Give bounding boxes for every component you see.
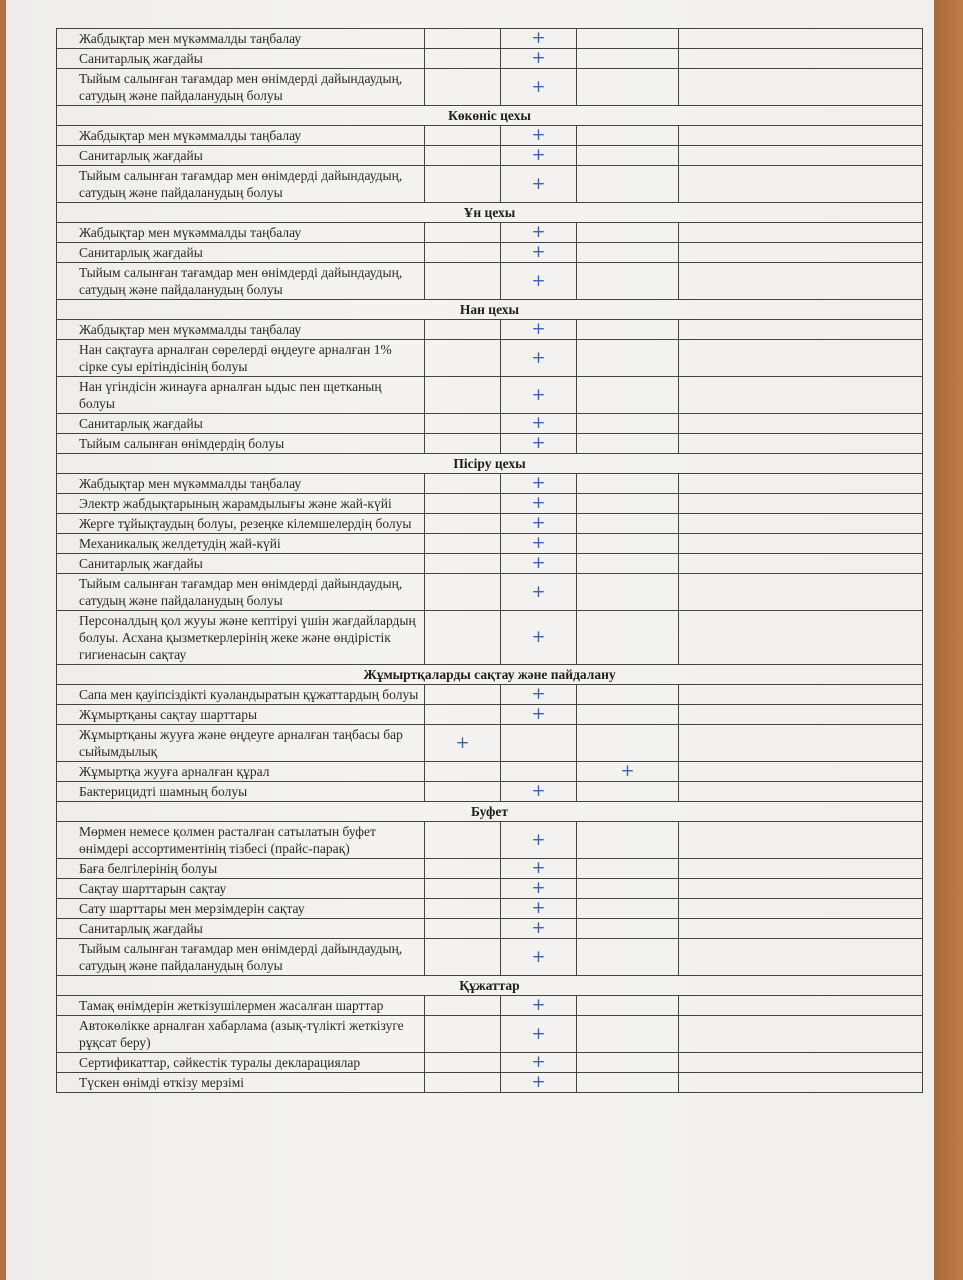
mark-cell-3	[577, 69, 679, 106]
criterion-text: Тыйым салынған өнімдердің болуы	[57, 434, 425, 454]
mark-cell-3	[577, 822, 679, 859]
section-header-row	[57, 802, 923, 822]
mark-cell-1	[425, 377, 501, 414]
table-row	[57, 574, 923, 611]
table-row	[57, 899, 923, 919]
mark-cell-3	[577, 611, 679, 665]
mark-cell-1	[425, 494, 501, 514]
mark-cell-4	[679, 29, 923, 49]
mark-cell-3	[577, 223, 679, 243]
mark-cell-3	[577, 554, 679, 574]
criterion-text: Нан үгіндісін жинауға арналған ыдыс пен щетканың болуы	[57, 377, 425, 414]
table-row	[57, 534, 923, 554]
mark-cell-2: +	[501, 146, 577, 166]
mark-cell-3	[577, 859, 679, 879]
mark-cell-2: +	[501, 223, 577, 243]
mark-cell-2: +	[501, 494, 577, 514]
section-title: Көкөніс цехы	[57, 106, 923, 126]
table-row	[57, 782, 923, 802]
table-row	[57, 762, 923, 782]
mark-cell-4	[679, 705, 923, 725]
mark-cell-4	[679, 69, 923, 106]
mark-cell-4	[679, 939, 923, 976]
section-header-row	[57, 454, 923, 474]
mark-cell-2: +	[501, 414, 577, 434]
mark-cell-3	[577, 685, 679, 705]
mark-cell-2: +	[501, 166, 577, 203]
mark-cell-1	[425, 69, 501, 106]
criterion-text: Механикалық желдетудің жай-күйі	[57, 534, 425, 554]
mark-cell-2: +	[501, 320, 577, 340]
section-title: Жұмыртқаларды сақтау және пайдалану	[57, 665, 923, 685]
mark-cell-1	[425, 939, 501, 976]
mark-cell-1	[425, 1053, 501, 1073]
mark-cell-3	[577, 899, 679, 919]
mark-cell-2: +	[501, 340, 577, 377]
criterion-text: Санитарлық жағдайы	[57, 414, 425, 434]
mark-cell-3	[577, 126, 679, 146]
mark-cell-2: +	[501, 822, 577, 859]
table-row	[57, 725, 923, 762]
table-row	[57, 377, 923, 414]
mark-cell-1	[425, 762, 501, 782]
mark-cell-1	[425, 574, 501, 611]
mark-cell-3	[577, 514, 679, 534]
mark-cell-3	[577, 434, 679, 454]
criterion-text: Жабдықтар мен мүкәммалды таңбалау	[57, 474, 425, 494]
table-row	[57, 879, 923, 899]
section-header-row	[57, 106, 923, 126]
mark-cell-1	[425, 320, 501, 340]
mark-cell-3	[577, 1016, 679, 1053]
mark-cell-1	[425, 49, 501, 69]
mark-cell-3	[577, 377, 679, 414]
mark-cell-2: +	[501, 611, 577, 665]
mark-cell-4	[679, 574, 923, 611]
table-row	[57, 514, 923, 534]
mark-cell-3	[577, 782, 679, 802]
mark-cell-3	[577, 996, 679, 1016]
section-title: Пісіру цехы	[57, 454, 923, 474]
mark-cell-4	[679, 919, 923, 939]
mark-cell-1	[425, 859, 501, 879]
criterion-text: Сату шарттары мен мерзімдерін сақтау	[57, 899, 425, 919]
mark-cell-3	[577, 574, 679, 611]
mark-cell-3	[577, 49, 679, 69]
mark-cell-1	[425, 534, 501, 554]
mark-cell-4	[679, 223, 923, 243]
mark-cell-2: +	[501, 879, 577, 899]
mark-cell-3	[577, 29, 679, 49]
criterion-text: Тыйым салынған тағамдар мен өнімдерді дайындаудың, сатудың және пайдаланудың болуы	[57, 69, 425, 106]
table-row	[57, 263, 923, 300]
criterion-text: Нан сақтауға арналған сөрелерді өңдеуге арналған 1% сірке суы ерітіндісінің болуы	[57, 340, 425, 377]
mark-cell-2: +	[501, 919, 577, 939]
mark-cell-2: +	[501, 1073, 577, 1093]
mark-cell-2: +	[501, 859, 577, 879]
mark-cell-3	[577, 243, 679, 263]
criterion-text: Жабдықтар мен мүкәммалды таңбалау	[57, 223, 425, 243]
mark-cell-4	[679, 49, 923, 69]
mark-cell-3	[577, 340, 679, 377]
mark-cell-2: +	[501, 514, 577, 534]
mark-cell-4	[679, 1073, 923, 1093]
mark-cell-3	[577, 879, 679, 899]
mark-cell-1	[425, 919, 501, 939]
mark-cell-2: +	[501, 782, 577, 802]
table-row	[57, 822, 923, 859]
section-header-row	[57, 300, 923, 320]
criterion-text: Мөрмен немесе қолмен расталған сатылатын буфет өнімдері ассортиментінің тізбесі (прайс-парақ)	[57, 822, 425, 859]
criterion-text: Сақтау шарттарын сақтау	[57, 879, 425, 899]
criterion-text: Сапа мен қауіпсіздікті куәландыратын құжаттардың болуы	[57, 685, 425, 705]
mark-cell-4	[679, 611, 923, 665]
mark-cell-1	[425, 166, 501, 203]
criterion-text: Автокөлікке арналған хабарлама (азық-түлікті жеткізуге рұқсат беру)	[57, 1016, 425, 1053]
criterion-text: Жұмыртқаны сақтау шарттары	[57, 705, 425, 725]
mark-cell-4	[679, 494, 923, 514]
mark-cell-4	[679, 340, 923, 377]
mark-cell-4	[679, 377, 923, 414]
table-row	[57, 1053, 923, 1073]
mark-cell-1	[425, 126, 501, 146]
section-title: Буфет	[57, 802, 923, 822]
mark-cell-4	[679, 263, 923, 300]
mark-cell-1	[425, 414, 501, 434]
criterion-text: Санитарлық жағдайы	[57, 554, 425, 574]
mark-cell-2: +	[501, 574, 577, 611]
criterion-text: Тыйым салынған тағамдар мен өнімдерді дайындаудың, сатудың және пайдаланудың болуы	[57, 263, 425, 300]
table-row	[57, 611, 923, 665]
table-row	[57, 29, 923, 49]
mark-cell-2: +	[501, 126, 577, 146]
section-header-row	[57, 665, 923, 685]
mark-cell-1	[425, 879, 501, 899]
mark-cell-4	[679, 514, 923, 534]
mark-cell-4	[679, 996, 923, 1016]
mark-cell-4	[679, 725, 923, 762]
mark-cell-1	[425, 611, 501, 665]
mark-cell-4	[679, 859, 923, 879]
mark-cell-4	[679, 762, 923, 782]
mark-cell-4	[679, 1053, 923, 1073]
mark-cell-4	[679, 899, 923, 919]
mark-cell-2: +	[501, 474, 577, 494]
mark-cell-3	[577, 919, 679, 939]
mark-cell-1	[425, 899, 501, 919]
criterion-text: Жұмыртқа жууға арналған құрал	[57, 762, 425, 782]
mark-cell-3	[577, 263, 679, 300]
mark-cell-1: +	[425, 725, 501, 762]
mark-cell-2	[501, 762, 577, 782]
mark-cell-4	[679, 243, 923, 263]
checklist-body	[57, 29, 923, 1093]
mark-cell-3	[577, 705, 679, 725]
mark-cell-1	[425, 434, 501, 454]
mark-cell-3	[577, 320, 679, 340]
mark-cell-2: +	[501, 263, 577, 300]
criterion-text: Электр жабдықтарының жарамдылығы және жай-күйі	[57, 494, 425, 514]
mark-cell-3	[577, 725, 679, 762]
table-row	[57, 996, 923, 1016]
mark-cell-4	[679, 879, 923, 899]
mark-cell-1	[425, 1073, 501, 1093]
mark-cell-1	[425, 782, 501, 802]
table-row	[57, 939, 923, 976]
criterion-text: Жұмыртқаны жууға және өңдеуге арналған таңбасы бар сыйымдылық	[57, 725, 425, 762]
criterion-text: Санитарлық жағдайы	[57, 919, 425, 939]
mark-cell-3	[577, 146, 679, 166]
document-page	[6, 0, 934, 1280]
mark-cell-1	[425, 822, 501, 859]
section-title: Ұн цехы	[57, 203, 923, 223]
mark-cell-3	[577, 1053, 679, 1073]
mark-cell-3	[577, 166, 679, 203]
criterion-text: Санитарлық жағдайы	[57, 146, 425, 166]
checklist-table	[56, 28, 923, 1093]
table-row	[57, 243, 923, 263]
table-row	[57, 414, 923, 434]
table-row	[57, 320, 923, 340]
mark-cell-3	[577, 534, 679, 554]
table-row	[57, 69, 923, 106]
mark-cell-2: +	[501, 49, 577, 69]
mark-cell-4	[679, 554, 923, 574]
mark-cell-3: +	[577, 762, 679, 782]
criterion-text: Жерге тұйықтаудың болуы, резеңке кілемшелердің болуы	[57, 514, 425, 534]
table-row	[57, 434, 923, 454]
criterion-text: Санитарлық жағдайы	[57, 243, 425, 263]
mark-cell-4	[679, 320, 923, 340]
mark-cell-2: +	[501, 69, 577, 106]
criterion-text: Жабдықтар мен мүкәммалды таңбалау	[57, 320, 425, 340]
table-row	[57, 705, 923, 725]
mark-cell-3	[577, 494, 679, 514]
mark-cell-2: +	[501, 939, 577, 976]
mark-cell-3	[577, 939, 679, 976]
mark-cell-1	[425, 146, 501, 166]
table-row	[57, 146, 923, 166]
mark-cell-3	[577, 474, 679, 494]
mark-cell-4	[679, 166, 923, 203]
criterion-text: Түскен өнімді өткізу мерзімі	[57, 1073, 425, 1093]
mark-cell-2: +	[501, 705, 577, 725]
mark-cell-1	[425, 685, 501, 705]
mark-cell-4	[679, 1016, 923, 1053]
criterion-text: Баға белгілерінің болуы	[57, 859, 425, 879]
mark-cell-3	[577, 414, 679, 434]
mark-cell-2: +	[501, 534, 577, 554]
criterion-text: Тамақ өнімдерін жеткізушілермен жасалған шарттар	[57, 996, 425, 1016]
section-title: Нан цехы	[57, 300, 923, 320]
mark-cell-2: +	[501, 1016, 577, 1053]
table-row	[57, 1073, 923, 1093]
table-row	[57, 919, 923, 939]
table-row	[57, 126, 923, 146]
mark-cell-4	[679, 685, 923, 705]
criterion-text: Сертификаттар, сәйкестік туралы декларациялар	[57, 1053, 425, 1073]
criterion-text: Тыйым салынған тағамдар мен өнімдерді дайындаудың, сатудың және пайдаланудың болуы	[57, 574, 425, 611]
criterion-text: Бактерицидті шамның болуы	[57, 782, 425, 802]
mark-cell-2: +	[501, 434, 577, 454]
mark-cell-2: +	[501, 899, 577, 919]
criterion-text: Санитарлық жағдайы	[57, 49, 425, 69]
table-row	[57, 494, 923, 514]
mark-cell-1	[425, 514, 501, 534]
mark-cell-2: +	[501, 29, 577, 49]
mark-cell-2: +	[501, 685, 577, 705]
desk-surface	[934, 0, 963, 1280]
mark-cell-2	[501, 725, 577, 762]
table-row	[57, 554, 923, 574]
table-row	[57, 685, 923, 705]
section-header-row	[57, 203, 923, 223]
table-row	[57, 49, 923, 69]
table-row	[57, 223, 923, 243]
mark-cell-4	[679, 414, 923, 434]
mark-cell-4	[679, 534, 923, 554]
table-row	[57, 1016, 923, 1053]
mark-cell-2: +	[501, 1053, 577, 1073]
mark-cell-3	[577, 1073, 679, 1093]
mark-cell-1	[425, 29, 501, 49]
section-header-row	[57, 976, 923, 996]
criterion-text: Жабдықтар мен мүкәммалды таңбалау	[57, 126, 425, 146]
mark-cell-2: +	[501, 243, 577, 263]
section-title: Құжаттар	[57, 976, 923, 996]
mark-cell-4	[679, 822, 923, 859]
mark-cell-4	[679, 126, 923, 146]
table-row	[57, 859, 923, 879]
mark-cell-4	[679, 434, 923, 454]
table-row	[57, 474, 923, 494]
table-row	[57, 340, 923, 377]
criterion-text: Тыйым салынған тағамдар мен өнімдерді дайындаудың, сатудың және пайдаланудың болуы	[57, 166, 425, 203]
mark-cell-4	[679, 474, 923, 494]
mark-cell-1	[425, 705, 501, 725]
table-row	[57, 166, 923, 203]
mark-cell-1	[425, 243, 501, 263]
mark-cell-1	[425, 554, 501, 574]
mark-cell-4	[679, 146, 923, 166]
criterion-text: Персоналдың қол жууы және кептіруі үшін жағдайлардың болуы. Асхана қызметкерлерінің жеке және өндірістік гигиенасын сақтау	[57, 611, 425, 665]
mark-cell-1	[425, 996, 501, 1016]
mark-cell-2: +	[501, 554, 577, 574]
mark-cell-2: +	[501, 996, 577, 1016]
mark-cell-2: +	[501, 377, 577, 414]
mark-cell-1	[425, 223, 501, 243]
mark-cell-1	[425, 1016, 501, 1053]
mark-cell-4	[679, 782, 923, 802]
mark-cell-1	[425, 474, 501, 494]
criterion-text: Жабдықтар мен мүкәммалды таңбалау	[57, 29, 425, 49]
mark-cell-1	[425, 340, 501, 377]
mark-cell-1	[425, 263, 501, 300]
criterion-text: Тыйым салынған тағамдар мен өнімдерді дайындаудың, сатудың және пайдаланудың болуы	[57, 939, 425, 976]
